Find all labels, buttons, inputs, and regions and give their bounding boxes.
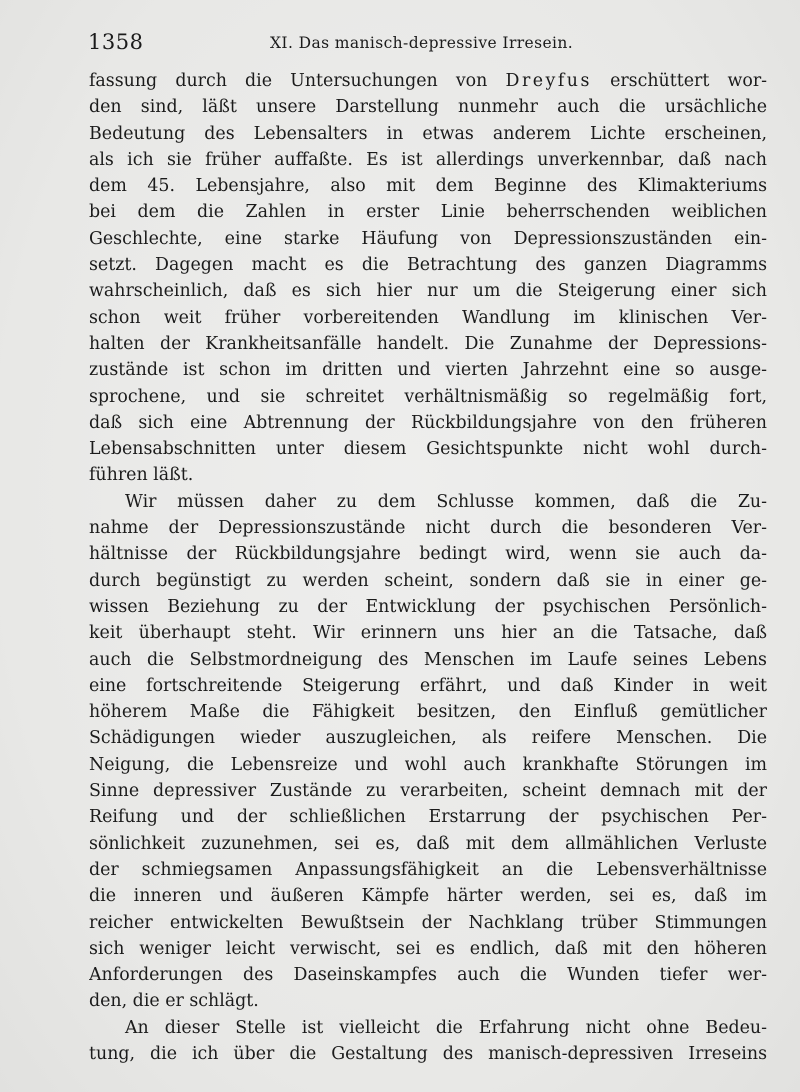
text-line-content: sprochene, und sie schreitet verhältnismäßig so regelmäßig fort, (89, 386, 767, 407)
text-line (89, 647, 767, 673)
text-line (89, 305, 767, 331)
text-line-content: Geschlechte, eine starke Häufung von Depressionszuständen ein- (89, 228, 767, 249)
body-text (89, 68, 767, 1067)
text-line (89, 121, 767, 147)
text-line (89, 620, 767, 646)
text-line (89, 541, 767, 567)
text-line-content: schon weit früher vorbereitenden Wandlung im klinischen Ver- (89, 307, 767, 328)
text-line (89, 831, 767, 857)
text-line-content: der schmiegsamen Anpassungsfähigkeit an die Lebensverhältnisse (89, 859, 767, 880)
text-line (89, 94, 767, 120)
text-line-content: nahme der Depressionszustände nicht durch die besonderen Ver- (89, 518, 767, 539)
text-line (89, 962, 767, 988)
text-line (89, 594, 767, 620)
text-line-content: eine fortschreitende Steigerung erfährt, und daß Kinder in weit (89, 675, 767, 696)
text-line-content: halten der Krankheitsanfälle handelt. Die Zunahme der Depressions- (89, 333, 767, 354)
text-line (89, 410, 767, 436)
text-line (89, 436, 767, 462)
text-line (89, 936, 767, 962)
text-line-content: führen läßt. (89, 465, 194, 486)
text-line-content: Sinne depressiver Zustände zu verarbeiten, scheint demnach mit der (89, 781, 767, 802)
text-line-content: auch die Selbstmordneigung des Menschen im Laufe seines Lebens (89, 649, 767, 670)
text-line (89, 331, 767, 357)
text-line-content: zustände ist schon im dritten und vierten Jahrzehnt eine so ausge- (89, 360, 767, 381)
text-line (89, 883, 767, 909)
text-line (89, 199, 767, 225)
text-line-content: bei dem die Zahlen in erster Linie beherrschenden weiblichen (89, 202, 767, 223)
text-line (89, 357, 767, 383)
text-line-content: höherem Maße die Fähigkeit besitzen, den Einfluß gemütlicher (89, 702, 767, 723)
text-line-content: Anforderungen des Daseinskampfes auch die Wunden tiefer wer- (89, 965, 767, 986)
text-line-content: Neigung, die Lebensreize und wohl auch krankhafte Störungen im (89, 754, 767, 775)
text-line (89, 515, 767, 541)
text-line (89, 910, 767, 936)
text-line-content: Reifung und der schließlichen Erstarrung der psychischen Per- (89, 807, 767, 828)
spaced-name: Dreyfus (505, 71, 592, 91)
text-line-content: An dieser Stelle ist vielleicht die Erfahrung nicht ohne Bedeu- (125, 1017, 767, 1038)
page-header (88, 28, 768, 58)
text-line (89, 278, 767, 304)
text-line (89, 462, 767, 488)
text-line (89, 988, 767, 1014)
text-line-content: dem 45. Lebensjahre, also mit dem Beginne des Klimakteriums (89, 176, 767, 197)
text-line (89, 1041, 767, 1067)
text-line-content: Bedeutung des Lebensalters in etwas anderem Lichte erscheinen, (89, 123, 767, 144)
text-line-content: setzt. Dagegen macht es die Betrachtung des ganzen Diagramms (89, 255, 767, 276)
text-line-content: als ich sie früher auffaßte. Es ist allerdings unverkennbar, daß nach (89, 149, 767, 170)
text-line-content: fassung durch die Untersuchungen von (89, 71, 506, 91)
running-head: XI. Das manisch-depressive Irresein. (270, 34, 574, 52)
text-line-content: wissen Beziehung zu der Entwicklung der psychischen Persönlich- (89, 596, 767, 617)
text-line (89, 1015, 767, 1041)
text-line-content: sönlichkeit zuzunehmen, sei es, daß mit dem allmählichen Verluste (89, 833, 767, 854)
text-line (89, 857, 767, 883)
text-line (89, 489, 767, 515)
text-line-content: keit überhaupt steht. Wir erinnern uns hier an die Tatsache, daß (89, 623, 767, 644)
text-line-content: wahrscheinlich, daß es sich hier nur um die Steigerung einer sich (89, 281, 767, 302)
text-line (89, 778, 767, 804)
text-line-content: daß sich eine Abtrennung der Rückbildungsjahre von den früheren (89, 412, 767, 433)
text-line-content: Lebensabschnitten unter diesem Gesichtspunkte nicht wohl durch- (89, 439, 767, 460)
text-line (89, 699, 767, 725)
text-line-content: Schädigungen wieder auszugleichen, als reifere Menschen. Die (89, 728, 767, 749)
page-number: 1358 (88, 30, 144, 54)
text-line (89, 568, 767, 594)
text-line (89, 752, 767, 778)
text-line-content: den sind, läßt unsere Darstellung nunmehr auch die ursächliche (89, 97, 767, 118)
text-line-content: sich weniger leicht verwischt, sei es endlich, daß mit den höheren (89, 938, 767, 959)
text-line (89, 173, 767, 199)
text-line (89, 68, 767, 94)
text-line (89, 384, 767, 410)
text-line-continuation: erschüttert wor- (591, 71, 767, 91)
text-line (89, 804, 767, 830)
text-line (89, 147, 767, 173)
text-line-content: den, die er schlägt. (89, 991, 259, 1012)
text-line (89, 673, 767, 699)
text-line-content: reicher entwickelten Bewußtsein der Nachklang trüber Stimmungen (89, 912, 767, 933)
text-line (89, 725, 767, 751)
text-line-content: hältnisse der Rückbildungsjahre bedingt wird, wenn sie auch da- (89, 544, 767, 565)
text-line-content: Wir müssen daher zu dem Schlusse kommen, daß die Zu- (125, 491, 767, 512)
text-line-content: tung, die ich über die Gestaltung des manisch-depressiven Irreseins (89, 1043, 767, 1064)
text-line-content: durch begünstigt zu werden scheint, sondern daß sie in einer ge- (89, 570, 767, 591)
text-line (89, 252, 767, 278)
text-line (89, 226, 767, 252)
text-line-content: die inneren und äußeren Kämpfe härter werden, sei es, daß im (89, 886, 767, 907)
